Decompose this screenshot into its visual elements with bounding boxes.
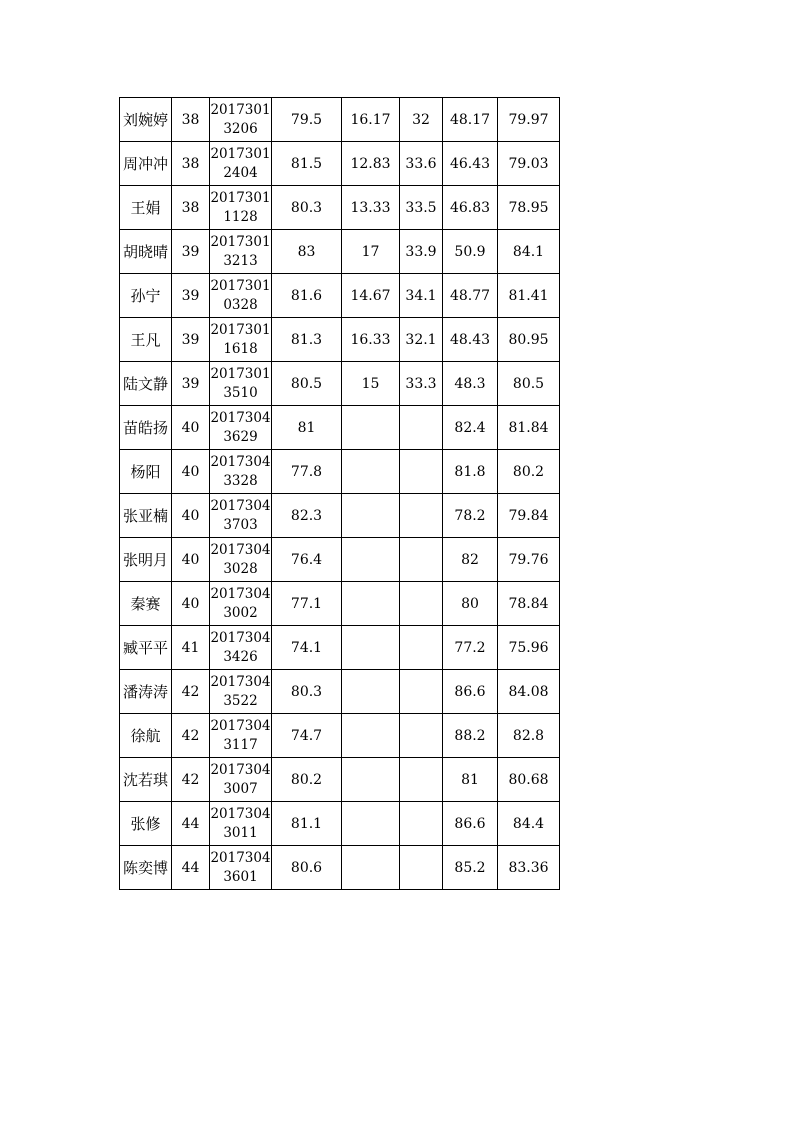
score-cell-3 bbox=[400, 758, 443, 802]
table-row bbox=[120, 758, 560, 802]
score-cell-4: 81.8 bbox=[443, 450, 498, 494]
student-id-line-1: 2017304 bbox=[210, 717, 271, 734]
table-row bbox=[120, 582, 560, 626]
student-id-cell bbox=[210, 274, 272, 318]
score-cell-4: 86.6 bbox=[443, 670, 498, 714]
score-cell-5: 79.03 bbox=[498, 142, 560, 186]
student-id-cell bbox=[210, 494, 272, 538]
table-row bbox=[120, 230, 560, 274]
student-id-cell bbox=[210, 230, 272, 274]
score-cell-1: 80.5 bbox=[272, 362, 342, 406]
name-cell: 胡晓晴 bbox=[120, 230, 172, 274]
score-cell-1: 81.3 bbox=[272, 318, 342, 362]
student-id-cell bbox=[210, 406, 272, 450]
score-cell-5: 78.84 bbox=[498, 582, 560, 626]
student-id-line-1: 2017301 bbox=[210, 233, 271, 250]
name-cell: 沈若琪 bbox=[120, 758, 172, 802]
student-id-line-2: 2404 bbox=[223, 164, 258, 181]
score-cell-4: 86.6 bbox=[443, 802, 498, 846]
score-cell-5: 84.1 bbox=[498, 230, 560, 274]
score-cell-2: 14.67 bbox=[342, 274, 400, 318]
score-cell-1: 74.7 bbox=[272, 714, 342, 758]
table-row bbox=[120, 802, 560, 846]
score-cell-1: 83 bbox=[272, 230, 342, 274]
number-cell: 40 bbox=[172, 582, 210, 626]
student-id-line-2: 1618 bbox=[223, 340, 258, 357]
number-cell: 39 bbox=[172, 318, 210, 362]
name-cell: 臧平平 bbox=[120, 626, 172, 670]
student-id-line-1: 2017301 bbox=[210, 277, 271, 294]
name-cell: 杨阳 bbox=[120, 450, 172, 494]
table-row bbox=[120, 626, 560, 670]
student-id-cell bbox=[210, 758, 272, 802]
score-cell-2 bbox=[342, 406, 400, 450]
number-cell: 44 bbox=[172, 846, 210, 890]
score-cell-5: 84.08 bbox=[498, 670, 560, 714]
score-cell-4: 80 bbox=[443, 582, 498, 626]
score-cell-2: 16.33 bbox=[342, 318, 400, 362]
score-cell-5: 80.95 bbox=[498, 318, 560, 362]
student-id-line-1: 2017304 bbox=[210, 541, 271, 558]
name-cell: 王凡 bbox=[120, 318, 172, 362]
student-id-line-1: 2017301 bbox=[210, 145, 271, 162]
score-cell-1: 80.6 bbox=[272, 846, 342, 890]
table-row bbox=[120, 406, 560, 450]
score-cell-4: 82 bbox=[443, 538, 498, 582]
score-cell-2 bbox=[342, 846, 400, 890]
table-row bbox=[120, 142, 560, 186]
number-cell: 40 bbox=[172, 494, 210, 538]
score-cell-4: 88.2 bbox=[443, 714, 498, 758]
name-cell: 孙宁 bbox=[120, 274, 172, 318]
name-cell: 秦赛 bbox=[120, 582, 172, 626]
score-table bbox=[119, 97, 560, 890]
table-row bbox=[120, 318, 560, 362]
number-cell: 39 bbox=[172, 274, 210, 318]
score-cell-2 bbox=[342, 450, 400, 494]
score-cell-1: 80.3 bbox=[272, 670, 342, 714]
score-cell-2: 15 bbox=[342, 362, 400, 406]
score-cell-5: 80.5 bbox=[498, 362, 560, 406]
score-cell-2 bbox=[342, 670, 400, 714]
score-cell-4: 46.83 bbox=[443, 186, 498, 230]
student-id-line-2: 3028 bbox=[223, 560, 258, 577]
score-cell-3 bbox=[400, 494, 443, 538]
score-cell-3: 33.6 bbox=[400, 142, 443, 186]
number-cell: 39 bbox=[172, 362, 210, 406]
table-row bbox=[120, 846, 560, 890]
score-cell-3 bbox=[400, 450, 443, 494]
student-id-line-1: 2017301 bbox=[210, 101, 271, 118]
student-id-line-2: 3213 bbox=[223, 252, 258, 269]
table-body bbox=[120, 98, 560, 890]
student-id-line-2: 3522 bbox=[223, 692, 258, 709]
score-cell-3: 33.5 bbox=[400, 186, 443, 230]
name-cell: 王娟 bbox=[120, 186, 172, 230]
student-id-line-1: 2017304 bbox=[210, 805, 271, 822]
student-id-cell bbox=[210, 142, 272, 186]
score-cell-3 bbox=[400, 582, 443, 626]
student-id-cell bbox=[210, 846, 272, 890]
number-cell: 42 bbox=[172, 670, 210, 714]
student-id-line-2: 3206 bbox=[223, 120, 258, 137]
score-cell-2 bbox=[342, 494, 400, 538]
name-cell: 张明月 bbox=[120, 538, 172, 582]
student-id-line-1: 2017301 bbox=[210, 365, 271, 382]
score-cell-5: 80.68 bbox=[498, 758, 560, 802]
student-id-line-1: 2017304 bbox=[210, 409, 271, 426]
student-id-cell bbox=[210, 538, 272, 582]
number-cell: 38 bbox=[172, 142, 210, 186]
score-cell-1: 81.1 bbox=[272, 802, 342, 846]
score-cell-4: 81 bbox=[443, 758, 498, 802]
score-cell-1: 81 bbox=[272, 406, 342, 450]
student-id-cell bbox=[210, 318, 272, 362]
student-id-cell bbox=[210, 98, 272, 142]
table-row bbox=[120, 274, 560, 318]
score-cell-5: 75.96 bbox=[498, 626, 560, 670]
number-cell: 42 bbox=[172, 714, 210, 758]
student-id-line-1: 2017304 bbox=[210, 453, 271, 470]
score-cell-4: 48.77 bbox=[443, 274, 498, 318]
score-cell-1: 77.1 bbox=[272, 582, 342, 626]
score-cell-2 bbox=[342, 758, 400, 802]
score-cell-3 bbox=[400, 802, 443, 846]
score-cell-1: 80.3 bbox=[272, 186, 342, 230]
student-id-cell bbox=[210, 362, 272, 406]
score-cell-5: 79.97 bbox=[498, 98, 560, 142]
table-row bbox=[120, 494, 560, 538]
number-cell: 40 bbox=[172, 406, 210, 450]
score-cell-3: 32 bbox=[400, 98, 443, 142]
table-row bbox=[120, 186, 560, 230]
score-cell-5: 83.36 bbox=[498, 846, 560, 890]
table-row bbox=[120, 450, 560, 494]
student-id-line-2: 3629 bbox=[223, 428, 258, 445]
score-cell-2 bbox=[342, 538, 400, 582]
number-cell: 40 bbox=[172, 538, 210, 582]
student-id-line-1: 2017304 bbox=[210, 761, 271, 778]
score-cell-3 bbox=[400, 846, 443, 890]
score-cell-2 bbox=[342, 714, 400, 758]
number-cell: 40 bbox=[172, 450, 210, 494]
score-cell-4: 48.43 bbox=[443, 318, 498, 362]
score-cell-3: 32.1 bbox=[400, 318, 443, 362]
student-id-line-2: 3002 bbox=[223, 604, 258, 621]
table-row bbox=[120, 714, 560, 758]
student-id-line-2: 3011 bbox=[223, 824, 258, 841]
number-cell: 44 bbox=[172, 802, 210, 846]
name-cell: 苗皓扬 bbox=[120, 406, 172, 450]
name-cell: 陈奕博 bbox=[120, 846, 172, 890]
score-cell-2 bbox=[342, 626, 400, 670]
table-row bbox=[120, 538, 560, 582]
score-cell-1: 81.5 bbox=[272, 142, 342, 186]
name-cell: 潘涛涛 bbox=[120, 670, 172, 714]
score-cell-2: 16.17 bbox=[342, 98, 400, 142]
score-cell-1: 81.6 bbox=[272, 274, 342, 318]
student-id-line-1: 2017301 bbox=[210, 321, 271, 338]
student-id-line-1: 2017304 bbox=[210, 629, 271, 646]
score-cell-2: 17 bbox=[342, 230, 400, 274]
score-cell-5: 78.95 bbox=[498, 186, 560, 230]
student-id-cell bbox=[210, 450, 272, 494]
student-id-line-2: 0328 bbox=[223, 296, 258, 313]
score-cell-1: 76.4 bbox=[272, 538, 342, 582]
student-id-cell bbox=[210, 626, 272, 670]
student-id-line-2: 3007 bbox=[223, 780, 258, 797]
score-cell-3: 33.9 bbox=[400, 230, 443, 274]
name-cell: 张修 bbox=[120, 802, 172, 846]
student-id-cell bbox=[210, 582, 272, 626]
score-cell-2 bbox=[342, 802, 400, 846]
name-cell: 徐航 bbox=[120, 714, 172, 758]
score-cell-4: 50.9 bbox=[443, 230, 498, 274]
score-cell-4: 85.2 bbox=[443, 846, 498, 890]
score-cell-4: 46.43 bbox=[443, 142, 498, 186]
number-cell: 41 bbox=[172, 626, 210, 670]
score-cell-5: 81.84 bbox=[498, 406, 560, 450]
score-cell-4: 77.2 bbox=[443, 626, 498, 670]
score-cell-2 bbox=[342, 582, 400, 626]
score-cell-4: 48.17 bbox=[443, 98, 498, 142]
student-id-cell bbox=[210, 670, 272, 714]
score-cell-4: 78.2 bbox=[443, 494, 498, 538]
table-row bbox=[120, 98, 560, 142]
student-id-line-2: 3510 bbox=[223, 384, 258, 401]
score-cell-3: 33.3 bbox=[400, 362, 443, 406]
student-id-line-1: 2017304 bbox=[210, 497, 271, 514]
number-cell: 42 bbox=[172, 758, 210, 802]
score-cell-4: 82.4 bbox=[443, 406, 498, 450]
score-cell-3 bbox=[400, 538, 443, 582]
student-id-line-2: 3328 bbox=[223, 472, 258, 489]
table-row bbox=[120, 362, 560, 406]
student-id-line-1: 2017304 bbox=[210, 673, 271, 690]
name-cell: 张亚楠 bbox=[120, 494, 172, 538]
score-cell-5: 79.84 bbox=[498, 494, 560, 538]
score-cell-1: 79.5 bbox=[272, 98, 342, 142]
score-cell-1: 80.2 bbox=[272, 758, 342, 802]
score-cell-2: 13.33 bbox=[342, 186, 400, 230]
score-cell-3: 34.1 bbox=[400, 274, 443, 318]
number-cell: 39 bbox=[172, 230, 210, 274]
score-cell-5: 80.2 bbox=[498, 450, 560, 494]
score-cell-1: 74.1 bbox=[272, 626, 342, 670]
score-cell-5: 81.41 bbox=[498, 274, 560, 318]
student-id-cell bbox=[210, 802, 272, 846]
score-cell-3 bbox=[400, 626, 443, 670]
student-id-line-1: 2017301 bbox=[210, 189, 271, 206]
score-cell-5: 79.76 bbox=[498, 538, 560, 582]
score-cell-3 bbox=[400, 714, 443, 758]
score-cell-3 bbox=[400, 670, 443, 714]
name-cell: 刘婉婷 bbox=[120, 98, 172, 142]
student-id-line-2: 3703 bbox=[223, 516, 258, 533]
student-id-line-2: 3117 bbox=[223, 736, 258, 753]
number-cell: 38 bbox=[172, 186, 210, 230]
student-id-line-2: 1128 bbox=[223, 208, 258, 225]
score-cell-5: 82.8 bbox=[498, 714, 560, 758]
student-id-cell bbox=[210, 186, 272, 230]
name-cell: 周冲冲 bbox=[120, 142, 172, 186]
score-cell-5: 84.4 bbox=[498, 802, 560, 846]
score-cell-3 bbox=[400, 406, 443, 450]
student-id-line-2: 3426 bbox=[223, 648, 258, 665]
table-row bbox=[120, 670, 560, 714]
student-id-cell bbox=[210, 714, 272, 758]
student-id-line-2: 3601 bbox=[223, 868, 258, 885]
score-cell-1: 82.3 bbox=[272, 494, 342, 538]
number-cell: 38 bbox=[172, 98, 210, 142]
student-id-line-1: 2017304 bbox=[210, 585, 271, 602]
score-cell-2: 12.83 bbox=[342, 142, 400, 186]
name-cell: 陆文静 bbox=[120, 362, 172, 406]
student-id-line-1: 2017304 bbox=[210, 849, 271, 866]
score-cell-1: 77.8 bbox=[272, 450, 342, 494]
score-cell-4: 48.3 bbox=[443, 362, 498, 406]
